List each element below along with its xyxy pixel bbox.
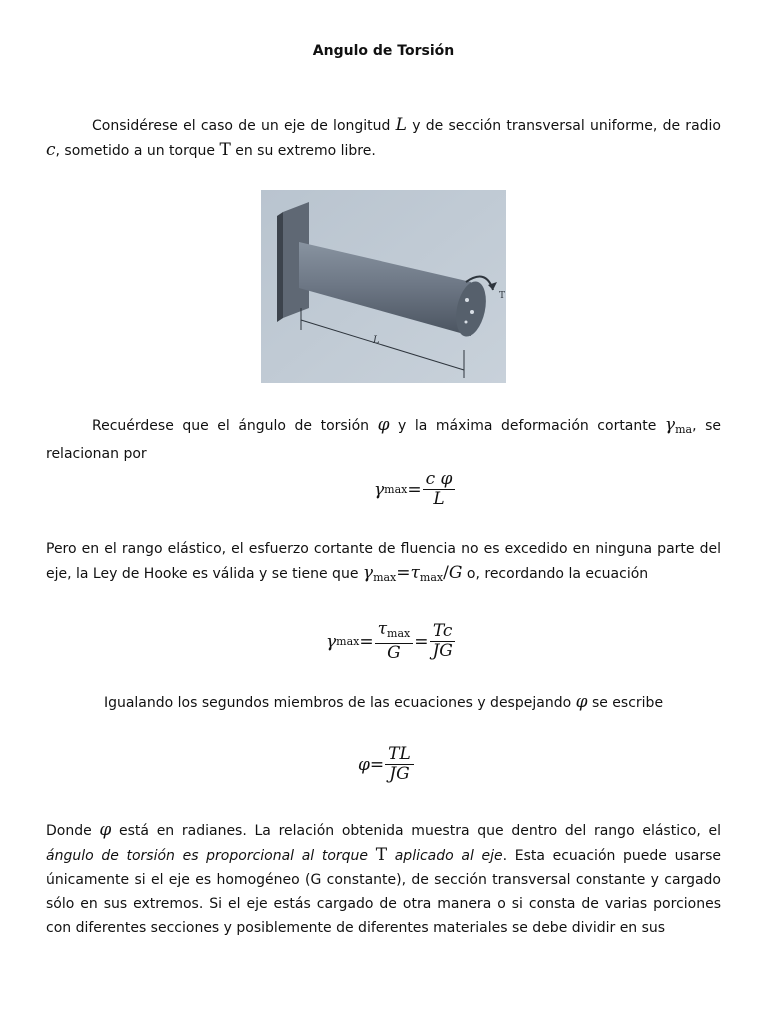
equation-gamma-tau bbox=[326, 620, 457, 663]
text-run: y la máxima deformación cortante bbox=[389, 418, 665, 434]
symbol-T: T bbox=[219, 140, 231, 160]
symbol-gamma: γ bbox=[362, 563, 374, 583]
eq-lhs: γ bbox=[326, 631, 337, 652]
subscript-max: max bbox=[373, 571, 397, 584]
fraction-tc-jg bbox=[429, 622, 455, 661]
text-run: y de sección transversal uniforme, de radio bbox=[406, 118, 721, 134]
fraction-tau-g bbox=[375, 620, 414, 663]
text-run: Recuérdese que el ángulo de torsión bbox=[92, 418, 378, 434]
shaft-illustration bbox=[261, 190, 506, 383]
equation-gamma-max bbox=[374, 470, 456, 509]
equals-sign: = bbox=[396, 563, 411, 583]
eq-equals: = bbox=[407, 479, 422, 500]
text-run: en su extremo libre. bbox=[230, 143, 376, 159]
symbol-T: T bbox=[375, 845, 388, 865]
wall-edge bbox=[277, 212, 283, 322]
paragraph-hooke bbox=[46, 537, 721, 590]
paragraph-conclusion bbox=[46, 818, 721, 940]
symbol-G: G bbox=[448, 563, 463, 583]
tau-symbol: τ bbox=[377, 619, 388, 639]
torque-label: T bbox=[499, 291, 506, 301]
eq-lhs-sub: max bbox=[384, 483, 408, 496]
eq-equals: = bbox=[414, 631, 429, 652]
text-run: está en radianes. La relación obtenida muestra que dentro del rango elástico, el bbox=[111, 823, 721, 839]
numerator bbox=[375, 620, 414, 644]
symbol-phi: φ bbox=[575, 692, 588, 712]
eq-lhs: γ bbox=[374, 479, 385, 500]
end-mark bbox=[465, 298, 469, 302]
subscript-ma: ma bbox=[675, 423, 693, 436]
denominator: G bbox=[387, 643, 401, 663]
paragraph-intro bbox=[46, 113, 721, 163]
numerator: TL bbox=[385, 745, 414, 765]
symbol-phi: φ bbox=[99, 820, 112, 840]
symbol-tau: τ bbox=[410, 563, 420, 583]
eq-equals: = bbox=[359, 631, 374, 652]
shaft-figure bbox=[261, 190, 506, 383]
text-run: Donde bbox=[46, 823, 100, 839]
subscript-max: max bbox=[419, 571, 444, 584]
eq-lhs: φ bbox=[358, 754, 370, 775]
italic-run: ángulo de torsión es proporcional al torque bbox=[46, 848, 376, 864]
end-mark bbox=[465, 321, 468, 324]
text-run: Igualando los segundos miembros de las ecuaciones y despejando bbox=[103, 695, 576, 711]
numerator: Tc bbox=[430, 622, 456, 642]
text-run: o, recordando la ecuación bbox=[462, 566, 649, 582]
fraction bbox=[385, 745, 414, 784]
symbol-phi: φ bbox=[377, 415, 390, 435]
eq-equals: = bbox=[369, 754, 385, 775]
text-run: Considérese el caso de un eje de longitud bbox=[92, 118, 396, 134]
text-run: . Esta ecuación puede usarse únicamente si el eje es homogéneo (G constante), de sección transversal constante y cargado sólo en sus extremos. Si el eje estás cargado de otra manera o si consta de varias porciones con diferentes secciones y posiblemente de diferentes materiales se debe dividir en sus bbox=[46, 848, 721, 936]
denominator: L bbox=[433, 489, 445, 509]
symbol-c: c bbox=[46, 140, 56, 160]
slash: / bbox=[443, 563, 449, 583]
symbol-L: L bbox=[395, 115, 407, 135]
numerator: c φ bbox=[423, 470, 456, 490]
denominator: JG bbox=[432, 641, 453, 661]
fraction bbox=[423, 470, 456, 509]
paragraph-equating bbox=[46, 690, 721, 715]
text-run: Pero en el rango elástico, el esfuerzo cortante de fluencia no es excedido en ninguna parte del eje, la Ley de Hooke es válida y se tiene que bbox=[46, 541, 721, 582]
eq-lhs-sub: max bbox=[336, 635, 360, 648]
denominator: JG bbox=[389, 764, 410, 784]
text-run: , se relacionan por bbox=[46, 418, 721, 462]
dimension-label: L bbox=[373, 335, 380, 346]
symbol-gamma: γ bbox=[664, 415, 676, 435]
italic-run: aplicado al eje bbox=[387, 848, 503, 864]
tau-sub: max bbox=[387, 627, 411, 640]
text-run: , sometido a un torque bbox=[55, 143, 220, 159]
equation-phi bbox=[358, 745, 415, 784]
page-title: Angulo de Torsión bbox=[312, 43, 455, 59]
end-mark bbox=[470, 310, 474, 314]
text-run: se escribe bbox=[587, 695, 664, 711]
paragraph-relation bbox=[46, 413, 721, 466]
